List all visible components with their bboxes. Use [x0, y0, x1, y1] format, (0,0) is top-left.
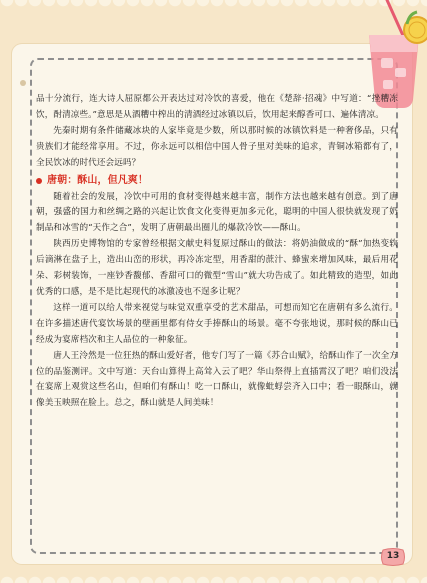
page-number-badge — [380, 548, 406, 566]
paragraph: 随着社会的发展，冷饮中可用的食材变得越来越丰富，制作方法也越来越有创意。到了唐朝，强盛的国力和丝绸之路的兴起让饮食文化变得更加多元化，聪明的中国人很快就发现了奶制品和冰雪的“天作之合”，发明了唐朝最出圈儿的爆款冷饮——酥山。 — [36, 191, 398, 234]
decorative-dot — [20, 80, 26, 86]
paragraph: 唐人王泠然是一位狂热的酥山爱好者，他专门写了一篇《苏合山赋》，给酥山作了一次全方位的品鉴测评。文中写道：天台山算得上高耸入云了吧？华山祭得上直插霄汉了吧？咱们没法在宴席上观赏这些名山，但咱们有酥山！吃一口酥山，就像蚍蜉尝齐入口中；看一眼酥山，就像美玉映照在脸上。总之，酥山就是人间美味！ — [36, 350, 398, 409]
paragraph: 品十分流行，连大诗人屈原都公开表达过对冷饮的喜爱，他在《楚辞·招魂》中写道：“挫糟冻饮，酎清凉些。”意思是从酒糟中榨出的清酒经过冰镇以后，饮用起来醇香可口、遍体清凉。 — [36, 94, 398, 120]
paragraph: 陕西历史博物馆的专家曾经根据文献史料复原过酥山的做法：将奶油做成的“酥”加热变软后滴淋在盘子上，造出山峦的形状，再冷冻定型，用香甜的蔗汁、蜂蜜来增加风味，最后用花朵、彩树装饰，一座钞香馥郁、香甜可口的微型“雪山”就大功告成了。如此精致的造型，如此优秀的口感，是不是比起现代的冰激凌也不逞多让呢？ — [36, 239, 398, 297]
red-bullet-icon — [36, 178, 42, 184]
paragraph: 这样一道可以给人带来视觉与味觉双重享受的艺术甜品，可想而知它在唐朝有多么流行。在许多描述唐代宴饮场景的壁画里都有侍女手捧酥山的场景。毫不夸张地说，那时候的酥山已经成为宴席档次和主人品位的一种象征。 — [36, 302, 398, 345]
section-heading — [36, 173, 398, 189]
section-heading-label: 唐朝：酥山，但凡爽！ — [47, 174, 148, 186]
article-body — [36, 92, 398, 412]
scalloped-bottom-border — [0, 569, 427, 583]
page-number: 13 — [386, 551, 400, 561]
paragraph: 先秦时期有条件储藏冰块的人家毕竟是少数，所以那时候的冰镇饮料是一种奢侈品，只有贵族们才能经常享用。不过，你永远可以相信中国人骨子里对美味的追求，青铜冰箱都有了，全民饮冰的时代还会远吗？ — [36, 125, 398, 168]
